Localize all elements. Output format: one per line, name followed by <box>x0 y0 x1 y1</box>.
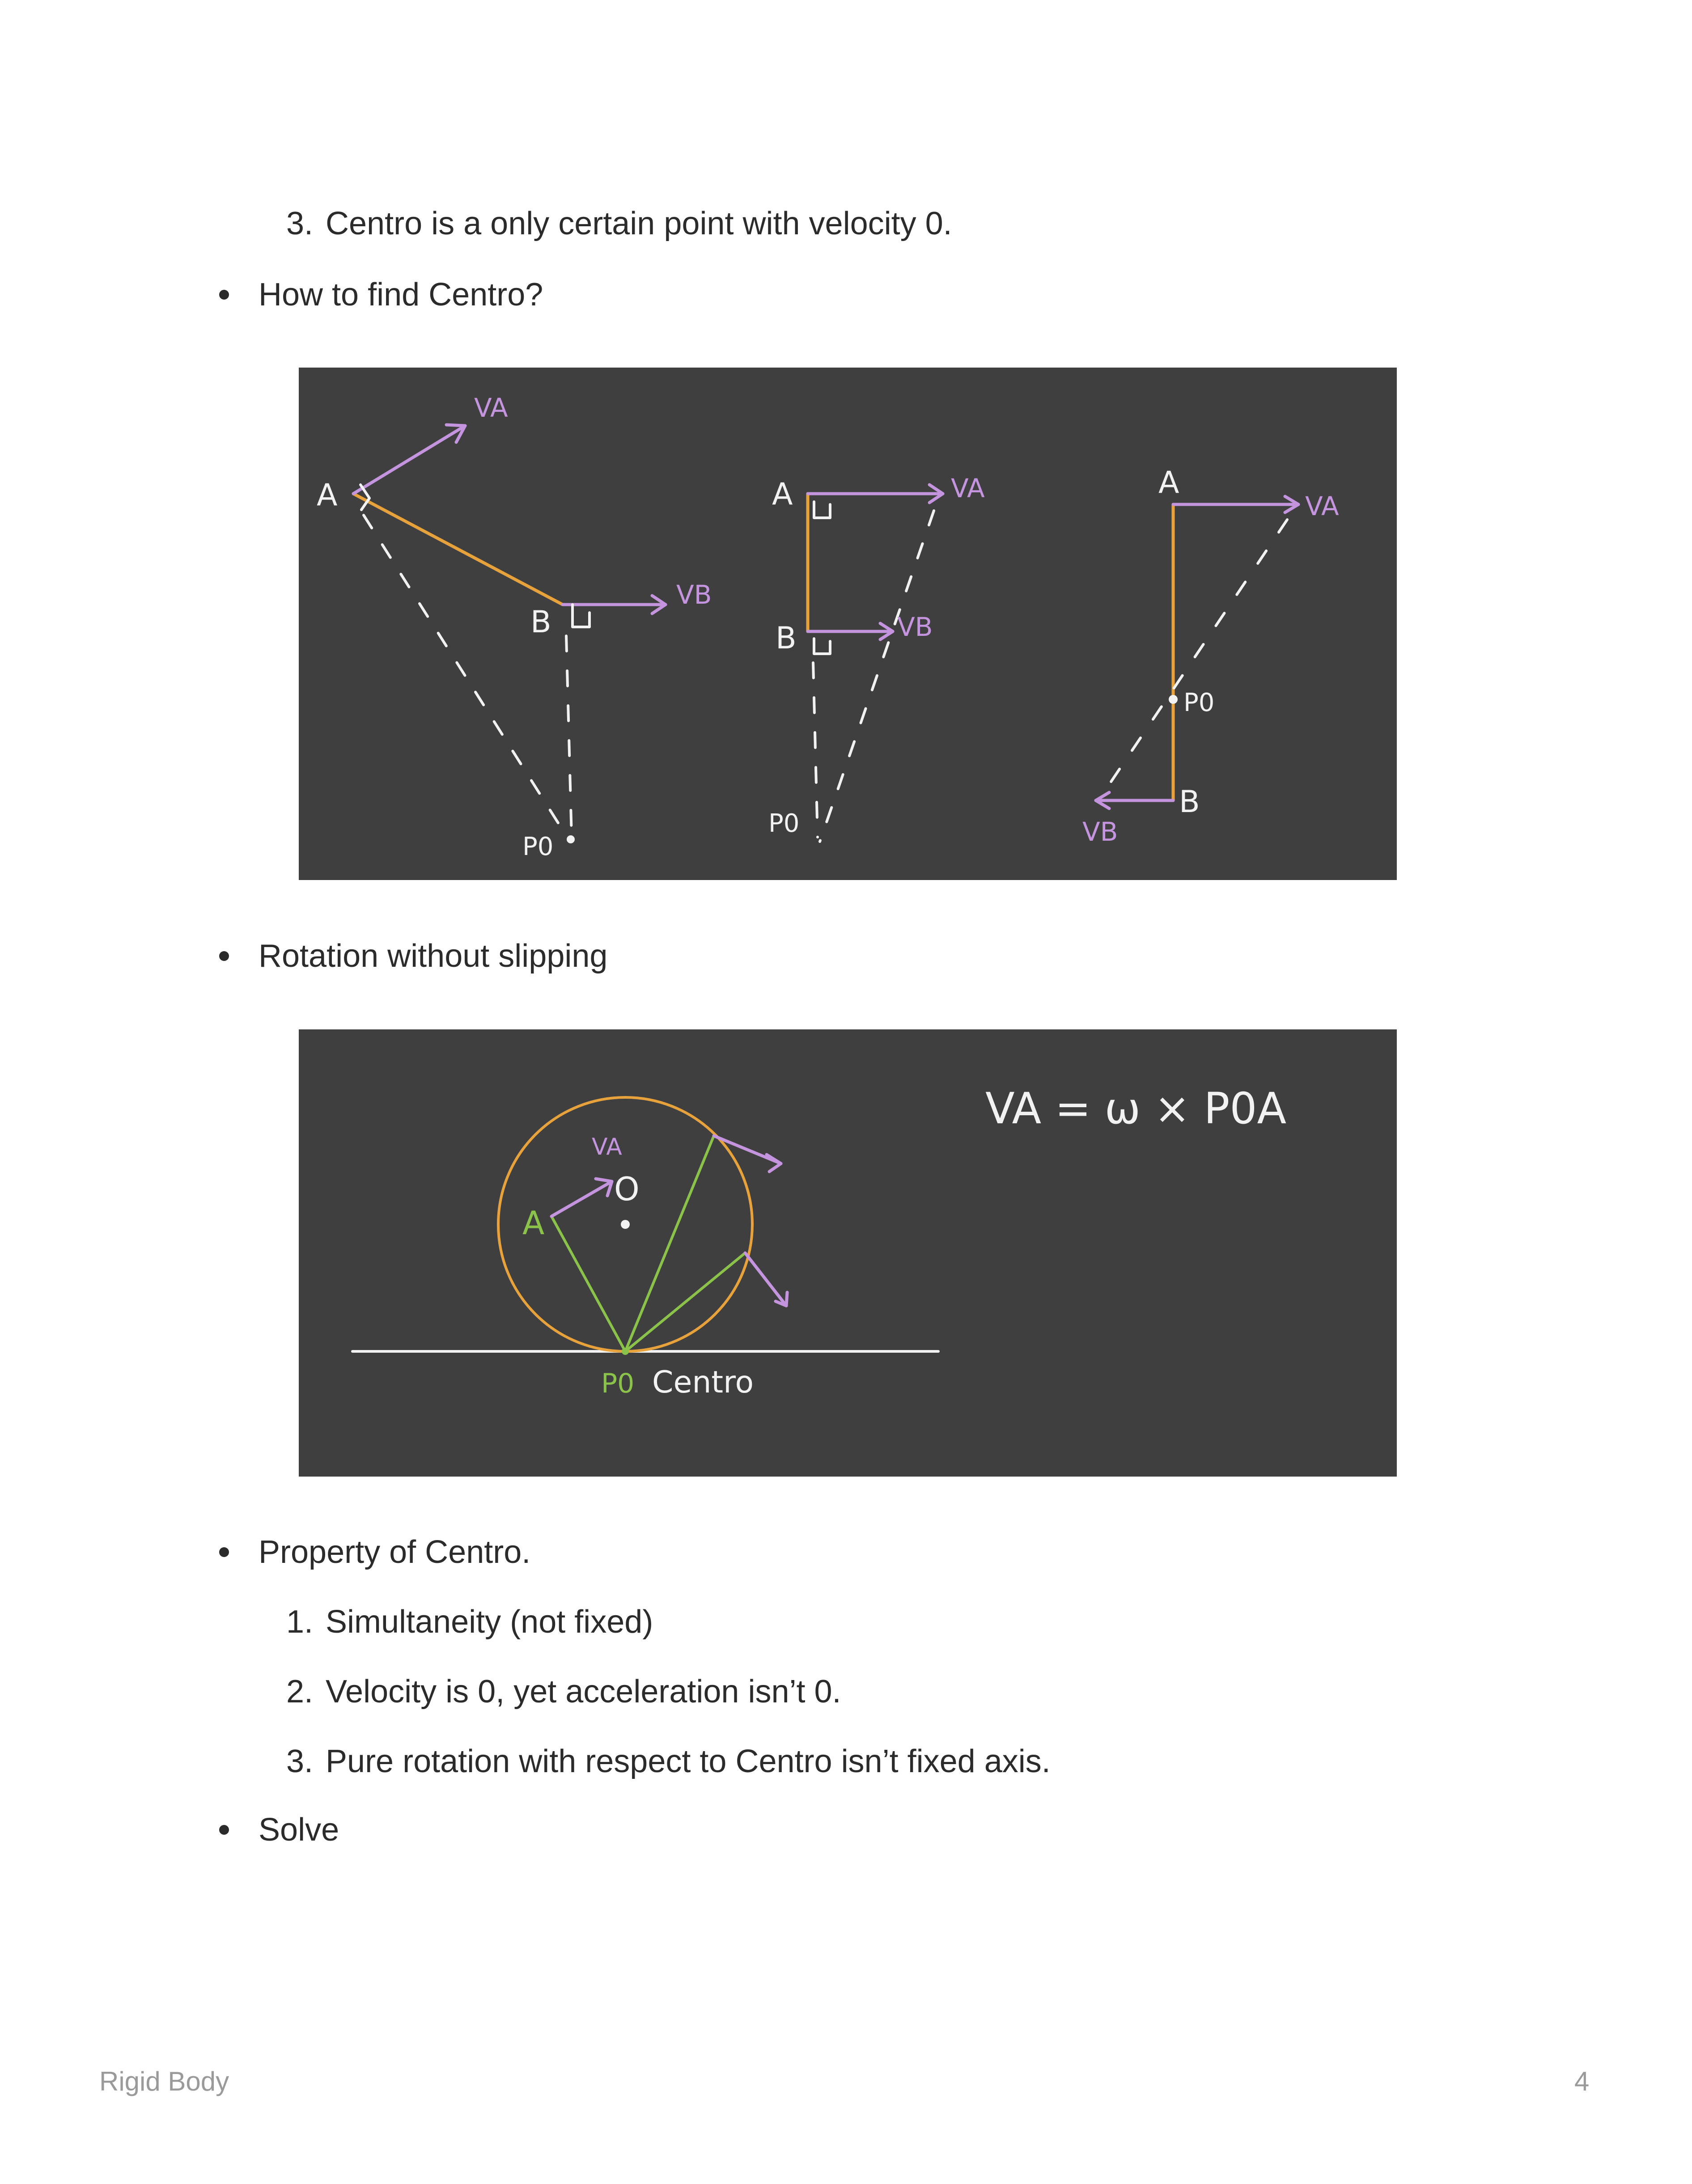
right-angle-b-2 <box>814 639 830 654</box>
label-va-3: VA <box>1305 491 1339 521</box>
radius-top <box>625 1136 714 1351</box>
label-p0: P0 <box>601 1368 635 1399</box>
label-p0-2: P0 <box>768 809 800 838</box>
radius-to-a <box>551 1216 625 1351</box>
right-angle-a-2 <box>814 502 830 518</box>
velocity-arrow-a-1 <box>353 426 465 494</box>
page-number: 4 <box>1574 2066 1590 2096</box>
bullet-dot <box>219 1825 229 1835</box>
label-vb-3: VB <box>1082 817 1118 847</box>
figure-rolling-wheel-drawing <box>299 1029 1397 1477</box>
label-a: A <box>522 1204 545 1242</box>
bullet-rotation: Rotation without slipping <box>259 938 608 974</box>
center-point-o <box>621 1220 630 1229</box>
figure-rolling-wheel <box>299 1029 1397 1477</box>
list-text: Velocity is 0, yet acceleration isn’t 0. <box>326 1674 841 1710</box>
equation: VA = ω × P0A <box>985 1084 1287 1134</box>
tip-line-2 <box>820 511 934 842</box>
label-o: O <box>614 1170 640 1208</box>
velocity-arrowhead-top <box>767 1155 781 1172</box>
list-text: Simultaneity (not fixed) <box>326 1604 653 1640</box>
list-item <box>268 1672 841 1712</box>
label-p0-3: P0 <box>1183 688 1215 717</box>
list-item <box>268 203 952 244</box>
bullet-find-centro: How to find Centro? <box>259 277 543 313</box>
list-number: 1. <box>286 1604 313 1640</box>
footer-title: Rigid Body <box>99 2066 229 2096</box>
bullet-solve: Solve <box>259 1812 339 1848</box>
list-text: Centro is a only certain point with velocity 0. <box>326 206 952 241</box>
centro-point-3 <box>1169 695 1178 704</box>
axis-line-2 <box>813 663 818 837</box>
list-text: Pure rotation with respect to Centro isn’t fixed axis. <box>326 1744 1051 1779</box>
contact-point <box>622 1348 629 1355</box>
label-b-3: B <box>1179 784 1200 820</box>
label-a-3: A <box>1158 465 1179 500</box>
label-va-2: VA <box>951 473 985 504</box>
list-item <box>268 1741 1051 1782</box>
label-b-2: B <box>776 621 797 656</box>
velocity-arrow-a <box>551 1181 612 1216</box>
label-va-1: VA <box>474 393 508 423</box>
list-number: 2. <box>286 1674 313 1710</box>
centro-point-1 <box>567 835 575 843</box>
figure-find-centro-drawing <box>299 368 1397 880</box>
label-a-1: A <box>317 478 338 513</box>
label-vb-2: VB <box>897 612 933 642</box>
list-number: 3. <box>286 206 313 241</box>
bullet-dot <box>219 1547 229 1557</box>
tip-line-3 <box>1104 520 1287 792</box>
velocity-arrow-right <box>745 1253 786 1306</box>
label-va: VA <box>592 1134 622 1160</box>
bullet-property: Property of Centro. <box>259 1534 531 1570</box>
figure-find-centro <box>299 368 1397 880</box>
label-a-2: A <box>772 477 793 512</box>
perpendicular-b-1 <box>566 636 572 837</box>
list-number: 3. <box>286 1744 313 1779</box>
list-item <box>268 1602 653 1642</box>
label-vb-1: VB <box>676 580 712 610</box>
perpendicular-a-1 <box>364 515 567 837</box>
bullet-dot <box>219 290 229 300</box>
label-b-1: B <box>530 605 551 640</box>
velocity-arrow-top <box>714 1136 781 1164</box>
right-angle-b-1 <box>572 605 589 627</box>
label-p0-1: P0 <box>522 832 554 861</box>
bullet-dot <box>219 951 229 961</box>
label-centro: Centro <box>652 1365 754 1400</box>
